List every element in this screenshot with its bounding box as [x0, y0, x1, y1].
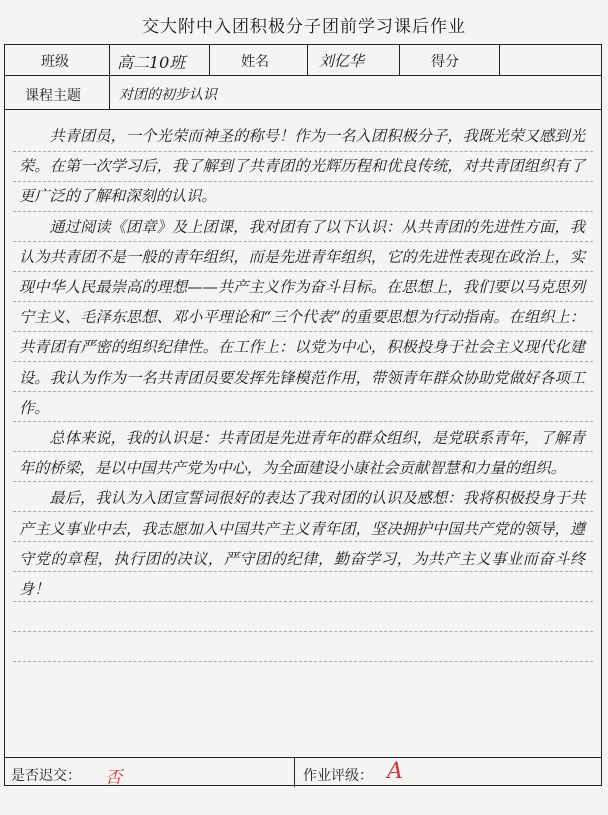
assignment-form	[4, 44, 602, 786]
header-divider	[5, 75, 601, 76]
footer-divider	[5, 757, 601, 758]
late-submission-value: 否	[105, 768, 122, 788]
header-col-divider-2	[209, 45, 210, 75]
essay-paragraph-3: 总体来说，我的认识是：共青团是先进青年的群众组织，是党联系青年，了解青年的桥梁，是以中国共产党为中心，为全面建设小康社会贡献智慧和力量的组织。	[19, 429, 585, 478]
header-col-divider-4	[399, 45, 400, 75]
topic-divider	[5, 109, 601, 110]
essay-paragraph-4: 最后，我认为入团宣誓词很好的表达了我对团的认识及感想：我将积极投身于共产主义事业中去，我志愿加入中国共产主义青年团，坚决拥护中国共产党的领导，遵守党的章程，执行团的决议，严守团的纪律，勤奋学习，为共产主义事业而奋斗终身！	[19, 489, 585, 599]
header-col-divider-1	[109, 45, 110, 109]
topic-label: 课程主题	[25, 88, 81, 104]
late-submission-label: 是否迟交：	[11, 768, 81, 784]
grade-value: A	[387, 759, 403, 784]
essay-body	[19, 121, 585, 604]
header-col-divider-5	[499, 45, 500, 75]
document-title: 交大附中入团积极分子团前学习课后作业	[142, 17, 466, 37]
essay-paragraph-2: 通过阅读《团章》及上团课，我对团有了以下认识：从共青团的先进性方面，我认为共青团不是一般的青年组织，而是先进青年组织，它的先进性表现在政治上，实现中华人民最崇高的理想——共产主义作为奋斗目标。在思想上，我们要以马克思列宁主义、毛泽东思想、邓小平理论和“三个代表”的重要思想为行动指南。在组织上：共青团有严密的组织纪律性。在工作上：以党为中心，积极投身于社会主义现代化建设。我认为作为一名共青团员要发挥先锋模范作用，带领青年群众协助党做好各项工作。	[19, 217, 585, 417]
grade-label: 作业评级：	[303, 768, 373, 784]
essay-paragraph-1: 共青团员，一个光荣而神圣的称号！作为一名入团积极分子，我既光荣又感到光荣。在第一次学习后，我了解到了共青团的光辉历程和优良传统，对共青团组织有了更广泛的了解和深刻的认识。	[19, 127, 585, 206]
name-value: 刘亿华	[319, 52, 365, 70]
score-label: 得分	[431, 54, 459, 70]
topic-value: 对团的初步认识	[119, 87, 217, 103]
name-label: 姓名	[241, 54, 269, 70]
class-value: 高二10班	[117, 53, 186, 72]
header-col-divider-3	[307, 45, 308, 75]
footer-col-divider	[294, 757, 295, 787]
class-label: 班级	[41, 54, 69, 70]
